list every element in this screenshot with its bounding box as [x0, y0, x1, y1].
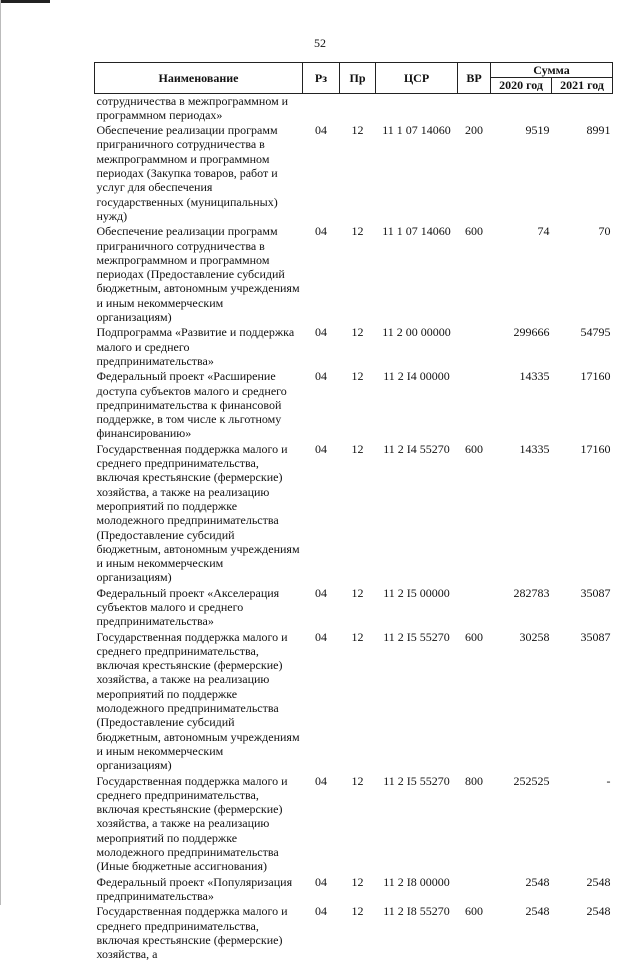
row-sum-2021: 70	[598, 224, 611, 239]
row-csr: 11 2 I8 55270	[383, 904, 450, 919]
row-csr: 11 1 07 14060	[382, 224, 451, 239]
row-sum-2021: 2548	[586, 874, 611, 889]
table-row	[95, 324, 613, 368]
row-sum-2021: 2548	[586, 904, 611, 919]
row-name: Федеральный проект «Расширение доступа субъектов малого и среднего предпринимательства к финансовой поддержке, в том числе к льготному финансированию»	[96, 369, 287, 441]
table-row	[95, 368, 613, 440]
row-csr: 11 2 I4 55270	[383, 441, 450, 456]
header-vr: ВР	[458, 63, 491, 94]
row-vr	[458, 874, 491, 904]
row-vr: 600	[465, 629, 483, 644]
row-rz: 04	[315, 773, 327, 788]
row-csr: 11 2 I5 55270	[383, 629, 450, 644]
row-csr: 11 2 I5 00000	[383, 585, 450, 600]
row-name: Государственная поддержка малого и среднего предпринимательства, включая крестьянские (фермерские) хозяйства, а также на реализацию мероприятий по поддержке молодежного предпринимательства (Предоставление субсидий бюджетным, автономным учреждениям и иным некоммерческим организациям)	[96, 629, 300, 773]
row-vr: 800	[465, 773, 483, 788]
row-sum-2020: 282783	[513, 585, 550, 600]
row-pr: 12	[351, 441, 364, 456]
table-row	[95, 93, 613, 122]
page-number: 52	[314, 36, 326, 50]
table-row	[95, 223, 613, 324]
row-pr: 12	[351, 123, 364, 138]
row-csr: 11 2 I8 00000	[383, 874, 450, 889]
table-body	[95, 93, 613, 961]
row-name: Государственная поддержка малого и среднего предпринимательства, включая крестьянские (фермерские) хозяйства, а также на реализацию мероприятий по поддержке молодежного предпринимательства (Предоставление субсидий бюджетным, автономным учреждениям и иным некоммерческим организациям)	[96, 441, 300, 585]
row-vr: 600	[465, 224, 483, 239]
header-sum: Сумма	[491, 63, 613, 78]
row-vr: 200	[465, 123, 483, 138]
row-name: Подпрограмма «Развитие и поддержка малого и среднего предпринимательства»	[96, 325, 295, 368]
table-header	[95, 63, 613, 94]
row-rz: 04	[315, 874, 327, 889]
budget-table	[94, 62, 613, 961]
row-sum-2020: 30258	[519, 629, 550, 644]
row-csr: 11 1 07 14060	[382, 123, 451, 138]
row-rz: 04	[315, 369, 327, 384]
scan-edge-line	[0, 0, 1, 905]
row-pr: 12	[351, 369, 364, 384]
row-sum-2020: 2548	[525, 874, 550, 889]
header-name: Наименование	[95, 63, 303, 94]
row-vr: 600	[465, 904, 483, 919]
row-pr: 12	[351, 629, 364, 644]
row-vr	[458, 324, 491, 368]
row-rz: 04	[315, 123, 327, 138]
row-pr: 12	[351, 224, 364, 239]
row-name: Обеспечение реализации программ приграничного сотрудничества в межпрограммном и программном периодах (Закупка товаров, работ и услуг для обеспечения государственных (муниципальных) нужд)	[96, 123, 278, 223]
row-name: Федеральный проект «Популяризация предпринимательства»	[96, 874, 293, 903]
row-sum-2020: 299666	[513, 325, 550, 340]
row-vr	[458, 368, 491, 440]
row-name: Государственная поддержка малого и среднего предпринимательства, включая крестьянские (фермерские) хозяйства, а	[96, 904, 288, 961]
table-row	[95, 585, 613, 629]
row-sum-2020: 14335	[519, 441, 550, 456]
row-sum-2020: 14335	[519, 369, 550, 384]
table-row	[95, 903, 613, 961]
row-csr: 11 2 I5 55270	[383, 773, 450, 788]
row-sum-2021: 35087	[580, 629, 611, 644]
row-rz: 04	[315, 629, 327, 644]
row-pr	[340, 93, 376, 122]
row-pr: 12	[351, 904, 364, 919]
row-sum-2021	[552, 93, 613, 122]
row-name: Обеспечение реализации программ приграничного сотрудничества в межпрограммном и программном периодах (Предоставление субсидий бюджетным, автономным учреждениям и иным некоммерческим организациям)	[96, 224, 300, 325]
header-csr: ЦСР	[376, 63, 458, 94]
row-rz	[303, 93, 340, 122]
row-pr: 12	[351, 585, 364, 600]
row-vr: 600	[465, 441, 483, 456]
table-row	[95, 629, 613, 773]
row-rz: 04	[315, 904, 327, 919]
row-vr	[458, 585, 491, 629]
header-year-2020: 2020 год	[491, 78, 552, 93]
row-name: Государственная поддержка малого и среднего предпринимательства, включая крестьянские (фермерские) хозяйства, а также на реализацию мероприятий по поддержке молодежного предпринимательства (Иные бюджетные ассигнования)	[96, 773, 288, 874]
row-rz: 04	[315, 585, 327, 600]
row-csr	[376, 93, 458, 122]
row-sum-2021: 17160	[580, 441, 611, 456]
table-row	[95, 441, 613, 585]
row-rz: 04	[315, 441, 327, 456]
row-sum-2021: 17160	[580, 369, 611, 384]
row-sum-2021: 8991	[586, 123, 611, 138]
row-sum-2021: 35087	[580, 585, 611, 600]
table-row	[95, 773, 613, 874]
row-rz: 04	[315, 224, 327, 239]
row-pr: 12	[351, 325, 364, 340]
row-sum-2020: 9519	[525, 123, 550, 138]
row-sum-2020: 252525	[513, 773, 550, 788]
row-sum-2020: 2548	[525, 904, 550, 919]
row-sum-2020	[491, 93, 552, 122]
row-rz: 04	[315, 325, 327, 340]
row-name: сотрудничества в межпрограммном и программном периодах»	[96, 93, 289, 122]
row-csr: 11 2 00 00000	[382, 325, 451, 340]
row-csr: 11 2 I4 00000	[383, 369, 450, 384]
row-pr: 12	[351, 773, 364, 788]
header-pr: Пр	[340, 63, 376, 94]
row-sum-2020: 74	[537, 224, 550, 239]
row-name: Федеральный проект «Акселерация субъектов малого и среднего предпринимательства»	[96, 585, 280, 629]
table-row	[95, 122, 613, 223]
row-sum-2021: -	[606, 773, 611, 788]
table-row	[95, 874, 613, 904]
header-year-2021: 2021 год	[552, 78, 613, 93]
header-rz: Рз	[303, 63, 340, 94]
scan-edge-mark	[0, 0, 50, 3]
row-sum-2021: 54795	[580, 325, 611, 340]
row-pr: 12	[351, 874, 364, 889]
row-vr	[458, 93, 491, 122]
